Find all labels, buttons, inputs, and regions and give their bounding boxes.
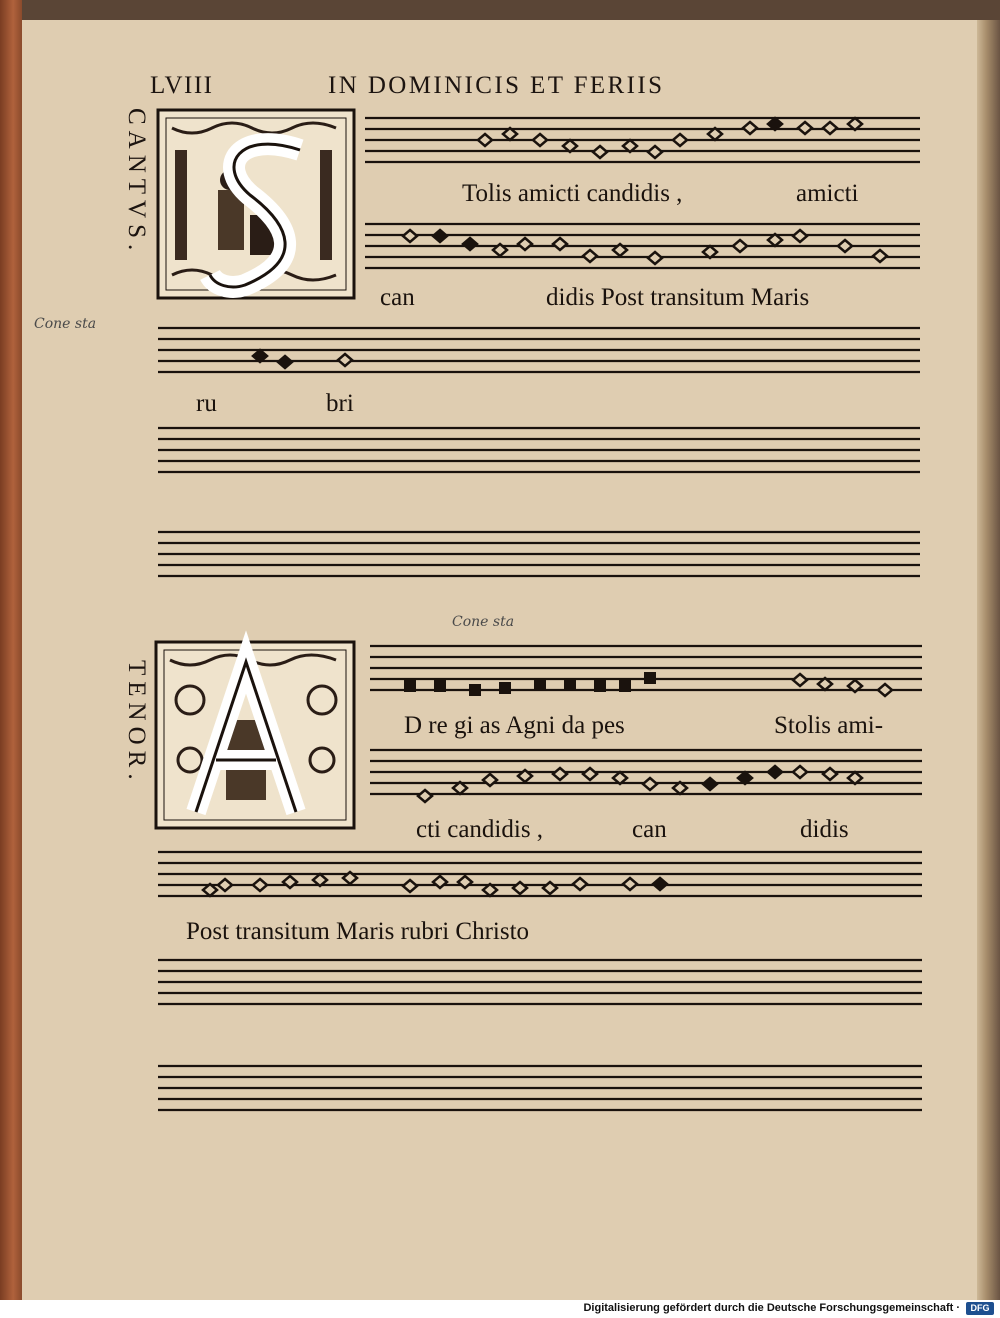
note	[878, 684, 892, 696]
note	[403, 880, 417, 892]
tenor-handwritten-note: Cone sta	[452, 614, 515, 630]
note	[564, 678, 576, 690]
note	[648, 252, 662, 264]
note	[469, 684, 481, 696]
note	[338, 354, 352, 366]
tenor-lyrics-1a: D re gi as Agni da pes	[404, 712, 625, 739]
note	[768, 766, 782, 778]
note	[823, 768, 837, 780]
note	[793, 230, 807, 242]
margin-handwritten-note: Cone sta	[34, 316, 97, 332]
note	[278, 356, 292, 368]
voice-label-tenor: TENOR.	[123, 660, 150, 786]
note	[434, 680, 446, 692]
note	[573, 878, 587, 890]
cantus-lyrics-1a: Tolis amicti candidis ,	[462, 180, 683, 207]
tenor-lyrics-2b: can	[632, 816, 667, 843]
voice-label-cantus: CANTVS.	[123, 108, 150, 257]
cantus-lyrics-3b: bri	[326, 390, 354, 417]
note	[418, 790, 432, 802]
initial-a-woodcut	[156, 642, 354, 828]
folio-number: LVIII	[150, 72, 214, 99]
note	[463, 238, 477, 250]
note	[653, 878, 667, 890]
dfg-logo: DFG	[966, 1302, 994, 1315]
note	[583, 768, 597, 780]
note	[673, 134, 687, 146]
note	[433, 876, 447, 888]
note	[648, 146, 662, 158]
note	[458, 876, 472, 888]
tenor-lyrics-2a: cti candidis ,	[416, 816, 544, 843]
cantus-lyrics-3a: ru	[196, 390, 217, 417]
footer-bar	[0, 1300, 1000, 1318]
initial-s-woodcut	[158, 110, 354, 298]
note	[873, 250, 887, 262]
note	[619, 680, 631, 692]
note	[513, 882, 527, 894]
note	[823, 122, 837, 134]
tenor-lyrics-2c: didis	[800, 816, 849, 843]
note	[798, 122, 812, 134]
note	[594, 680, 606, 692]
note	[593, 146, 607, 158]
note	[433, 230, 447, 242]
note	[404, 680, 416, 692]
note	[218, 879, 232, 891]
note	[583, 250, 597, 262]
cantus-lyrics-2a: can	[380, 284, 415, 311]
note	[478, 134, 492, 146]
note	[793, 766, 807, 778]
note	[703, 778, 717, 790]
note	[793, 674, 807, 686]
cantus-lyrics-1b: amicti	[796, 180, 859, 207]
note	[643, 778, 657, 790]
tenor-lyrics-3: Post transitum Maris rubri Christo	[186, 918, 530, 945]
note	[623, 878, 637, 890]
note	[534, 678, 546, 690]
note	[403, 230, 417, 242]
note	[518, 238, 532, 250]
note	[543, 882, 557, 894]
tenor-lyrics-1b: Stolis ami-	[774, 712, 884, 739]
note	[553, 238, 567, 250]
running-title: IN DOMINICIS ET FERIIS	[328, 72, 665, 99]
note	[743, 122, 757, 134]
note	[533, 134, 547, 146]
note	[253, 879, 267, 891]
note	[733, 240, 747, 252]
note	[483, 774, 497, 786]
note	[553, 768, 567, 780]
footer-credit: Digitalisierung gefördert durch die Deutsche Forschungsgemeinschaft ·	[583, 1302, 960, 1314]
note	[644, 672, 656, 684]
cantus-lyrics-2b: didis Post transitum Maris	[546, 284, 810, 311]
note	[499, 682, 511, 694]
note	[838, 240, 852, 252]
note	[283, 876, 297, 888]
